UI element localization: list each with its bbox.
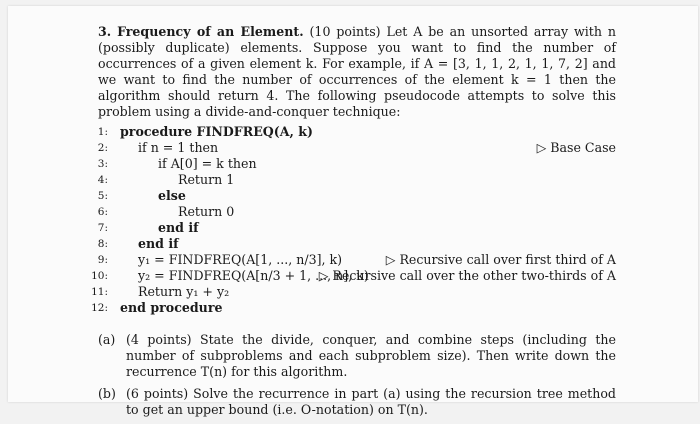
code-text: procedure FINDFREQ(A, k) [120, 124, 313, 139]
code-comment: ▷ Recursive call over first third of A [385, 252, 616, 267]
line-number: 1: [97, 126, 108, 138]
question-a [98, 332, 616, 380]
code-text: else [158, 188, 186, 203]
code-text: Return 0 [178, 204, 235, 219]
problem-statement [98, 24, 616, 120]
code-comment: ▷ Recursive call over the other two-thirds of A [318, 268, 616, 283]
line-number: 5: [97, 190, 108, 202]
line-number: 10: [91, 270, 108, 282]
question-label: (a) [98, 332, 116, 347]
document-page [8, 6, 698, 417]
code-line [98, 172, 616, 188]
code-line [91, 284, 616, 300]
line-number: 6: [97, 206, 108, 218]
code-line [98, 252, 616, 268]
questions [98, 332, 616, 418]
code-text: y₁ = FINDFREQ(A[1, ..., n/3], k) [138, 252, 343, 267]
code-text: if A[0] = k then [158, 156, 257, 171]
code-line [98, 124, 616, 140]
pseudocode-block [91, 124, 616, 316]
question-text: (6 points) Solve the recurrence in part (a) using the recursion tree method to get an upper bound (i.e. O-notation) on T(n). [126, 386, 616, 417]
code-text: y₂ = FINDFREQ(A[n/3 + 1, ..., n], k) [138, 268, 369, 283]
code-line [98, 220, 616, 236]
code-line [91, 300, 616, 316]
line-number: 7: [97, 222, 108, 234]
code-text: end if [158, 220, 199, 235]
line-number: 2: [97, 142, 108, 154]
line-number: 3: [97, 158, 108, 170]
code-line [98, 140, 616, 156]
code-line [91, 268, 616, 284]
line-number: 4: [97, 174, 108, 186]
code-line [98, 204, 616, 220]
line-number: 12: [91, 302, 108, 314]
line-number: 11: [91, 286, 108, 298]
question-label: (b) [98, 386, 116, 401]
problem-title: Frequency of an Element. [117, 24, 304, 39]
code-line [98, 188, 616, 204]
code-comment: ▷ Base Case [536, 140, 616, 155]
code-line [98, 236, 616, 252]
code-text: end procedure [120, 300, 223, 315]
line-number: 8: [97, 238, 108, 250]
code-text: Return y₁ + y₂ [138, 284, 230, 299]
problem-intro: (10 points) Let A be an unsorted array with n (possibly duplicate) elements. Suppose you want to find the number of occurrences of a given element k. For example, if A = [3, 1, 1, 2, 1, 1, 7, 2] and we want to find the number of occurrences of the element k = 1 then the algorithm should return 4. The following pseudocode attempts to solve this problem using a divide-and-conquer technique: [98, 24, 616, 119]
code-text: if n = 1 then [138, 140, 219, 155]
question-b [98, 386, 616, 418]
code-text: Return 1 [178, 172, 235, 187]
question-text: (4 points) State the divide, conquer, and combine steps (including the number of subproblems and each subproblem size). Then write down the recurrence T(n) for this algorithm. [126, 332, 616, 379]
code-text: end if [138, 236, 179, 251]
code-line [98, 156, 616, 172]
problem-number: 3. [98, 24, 112, 39]
problem-content [91, 24, 616, 424]
line-number: 9: [97, 254, 108, 266]
